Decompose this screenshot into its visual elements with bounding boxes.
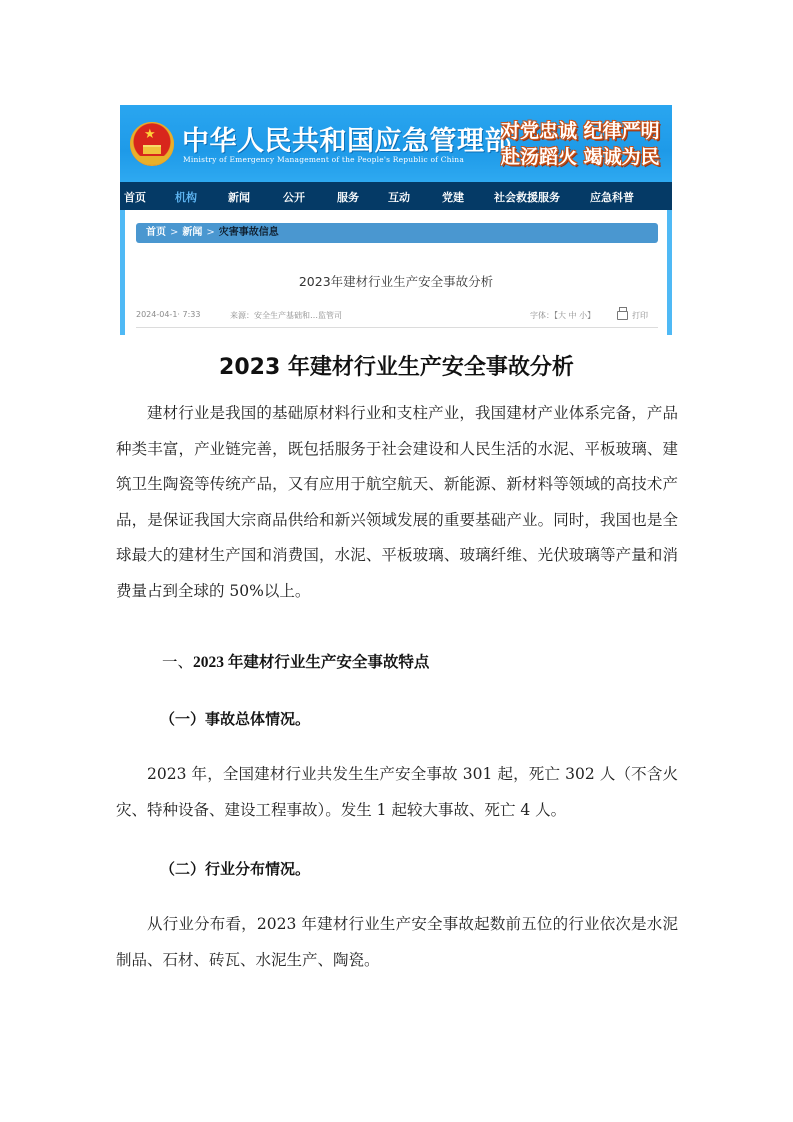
breadcrumb xyxy=(136,223,658,243)
divider xyxy=(136,327,658,328)
breadcrumb-separator: > xyxy=(206,227,215,238)
intro-paragraph: 建材行业是我国的基础原材料行业和支柱产业，我国建材产业体系完备，产品种类丰富，产业链完善，既包括服务于社会建设和人民生活的水泥、平板玻璃、建筑卫生陶瓷等传统产品，又有应用于航空航天、新能源、新材料等领域的高技术产品，是保证我国大宗商品供给和新兴领域发展的重要基础产业。同时，我国也是全球最大的建材生产国和消费国，水泥、平板玻璃、玻璃纤维、光伏玻璃等产量和消费量占到全球的 50%以上。 xyxy=(116,404,678,600)
font-size-controls[interactable]: 字体：【大 中 小】 xyxy=(530,311,596,320)
breadcrumb-news[interactable]: 新闻 xyxy=(182,227,203,238)
breadcrumb-separator: > xyxy=(170,227,179,238)
section-prefix: 一、 xyxy=(162,653,194,671)
site-subtitle: Ministry of Emergency Management of the People's Republic of China xyxy=(183,155,465,164)
nav-item-service[interactable]: 服务 xyxy=(337,191,359,204)
body-paragraph: 从行业分布看，2023 年建材行业生产安全事故起数前五位的行业依次是水泥制品、石材、砖瓦、水泥生产、陶瓷。 xyxy=(116,915,678,969)
nav-item-interact[interactable]: 互动 xyxy=(388,191,410,204)
nav-item-home[interactable]: 首页 xyxy=(124,191,146,204)
nav-item-news[interactable]: 新闻 xyxy=(228,191,250,204)
tiananmen-gate-shape xyxy=(143,145,161,154)
national-emblem-icon xyxy=(130,122,174,166)
print-label: 打印 xyxy=(632,311,648,320)
slogan-line: 对党忠诚 纪律严明 xyxy=(501,120,660,142)
breadcrumb-home[interactable]: 首页 xyxy=(146,227,166,238)
print-button[interactable] xyxy=(617,310,648,321)
site-title: 中华人民共和国应急管理部 xyxy=(182,126,512,157)
subsection-heading: （一）事故总体情况。 xyxy=(160,710,311,728)
article-source: 来源：安全生产基础和…监管司 xyxy=(230,311,342,320)
section-year: 2023 xyxy=(193,654,225,671)
site-banner xyxy=(120,105,672,182)
site-content xyxy=(120,210,672,335)
slogan xyxy=(501,118,671,170)
star-icon: ★ xyxy=(144,127,156,142)
nav-item-science[interactable]: 应急科普 xyxy=(590,191,634,204)
breadcrumb-current[interactable]: 灾害事故信息 xyxy=(218,227,279,238)
body-paragraph: 2023 年，全国建材行业共发生生产安全事故 301 起，死亡 302 人（不含火灾、特种设备、建设工程事故）。发生 1 起较大事故、死亡 4 人。 xyxy=(116,765,678,819)
article-title: 2023 年建材行业生产安全事故分析 xyxy=(219,355,574,380)
site-article-title: 2023年建材行业生产安全事故分析 xyxy=(298,274,494,289)
nav-item-party[interactable]: 党建 xyxy=(442,191,464,204)
nav-item-organization[interactable]: 机构 xyxy=(175,191,197,204)
subsection-heading: （二）行业分布情况。 xyxy=(160,860,311,878)
emblem-base-shape xyxy=(136,156,168,162)
slogan-line: 赴汤蹈火 竭诚为民 xyxy=(501,146,660,168)
publish-date: 2024-04-1· 7:33 xyxy=(136,310,201,319)
nav-item-public[interactable]: 公开 xyxy=(283,191,305,204)
main-nav xyxy=(120,182,672,210)
nav-item-rescue[interactable]: 社会救援服务 xyxy=(494,191,560,204)
printer-icon xyxy=(617,311,628,320)
section-title: 年建材行业生产安全事故特点 xyxy=(224,654,430,671)
section-heading xyxy=(162,650,429,672)
website-screenshot xyxy=(120,105,672,335)
